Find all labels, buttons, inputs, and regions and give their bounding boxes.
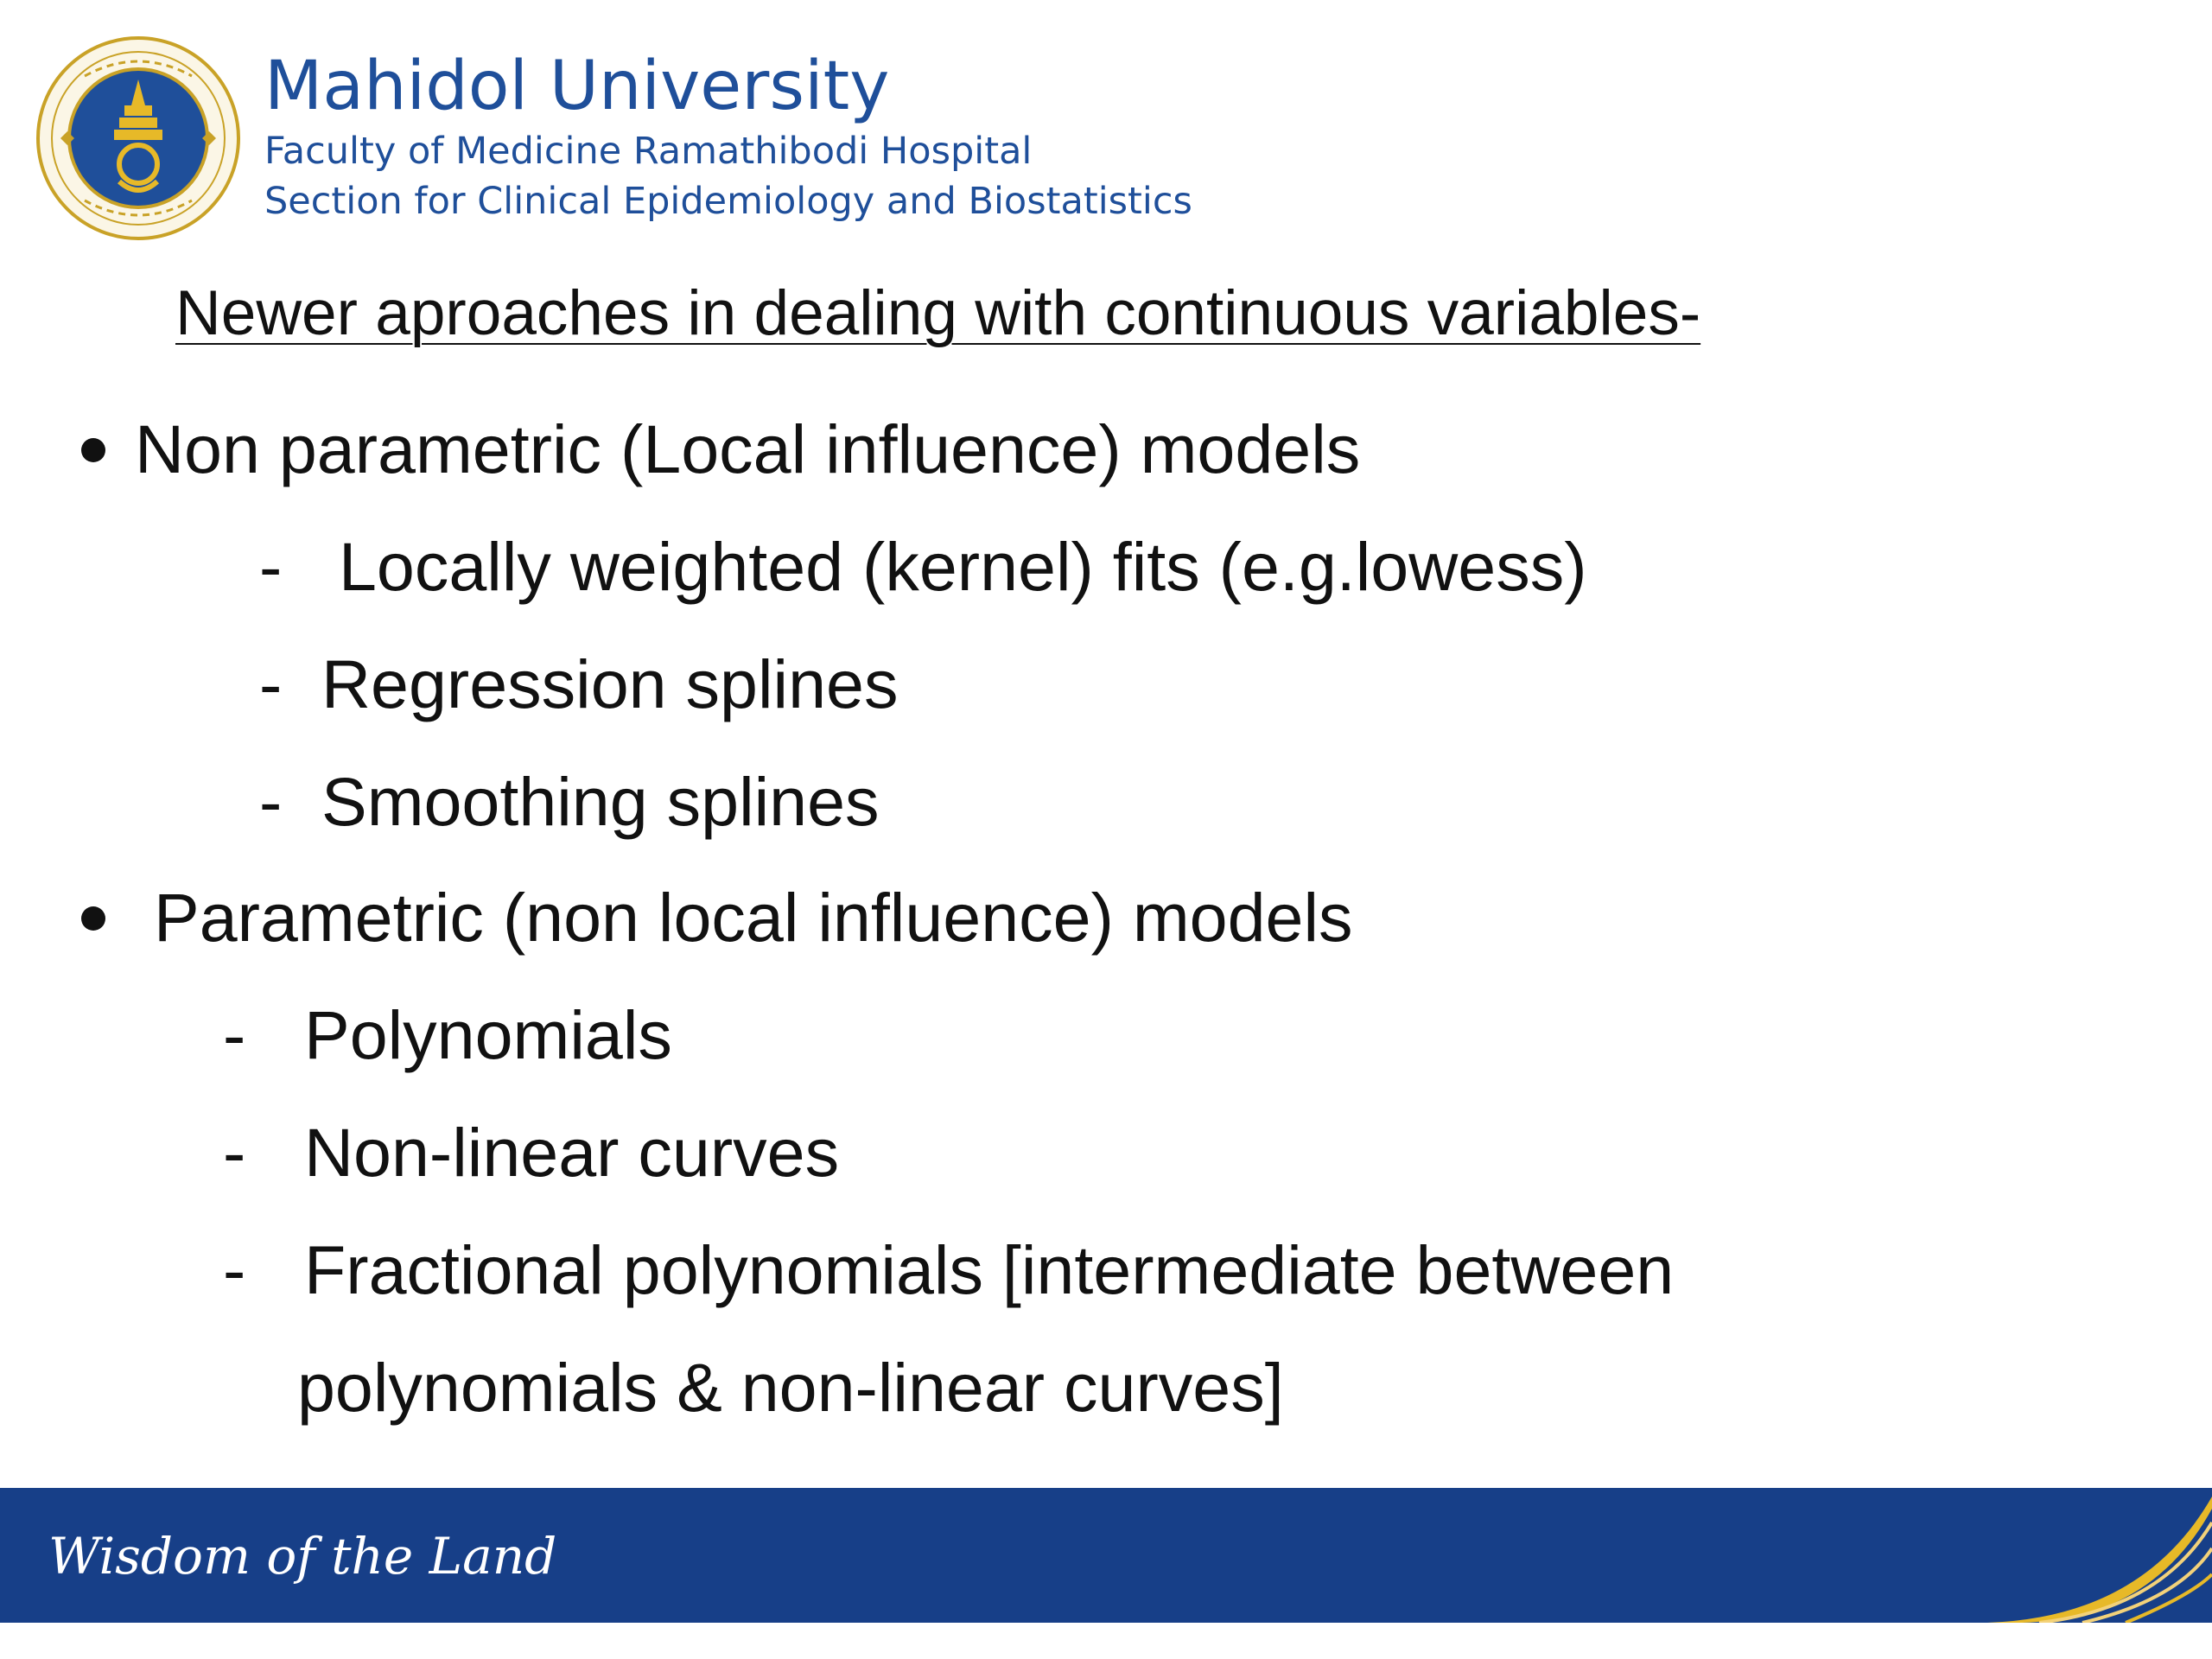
dash-marker: - [259,763,283,840]
sub-item: Fractional polynomials [intermediate between [304,1231,1675,1308]
dash-marker: - [223,1231,246,1308]
sub-item: Smoothing splines [321,763,880,840]
slide-title: Newer aproaches in dealing with continuous variables- [175,278,1701,348]
bullet-icon [81,906,105,931]
sub-item: Locally weighted (kernel) fits (e.g.lowess) [339,528,1587,605]
footer-motto: Wisdom of the Land [48,1527,557,1586]
dash-marker: - [259,528,283,605]
dash-marker: - [223,1114,246,1191]
bullet-item: Non parametric (Local influence) models [135,410,1361,487]
university-name: Mahidol University [264,48,890,125]
dash-marker: - [223,996,246,1073]
sub-item: Non-linear curves [304,1114,840,1191]
bullet-icon [81,438,105,462]
gold-swoosh-icon [1987,1488,2212,1623]
bullet-item: Parametric (non local influence) models [154,879,1353,956]
sub-item: Regression splines [321,645,899,722]
sub-item: Polynomials [304,996,672,1073]
section-name: Section for Clinical Epidemiology and Biostatistics [264,180,1192,223]
footer-bottom-strip [0,1623,2212,1659]
dash-marker: - [259,645,283,722]
sub-item-continuation: polynomials & non-linear curves] [297,1349,1284,1426]
faculty-name: Faculty of Medicine Ramathibodi Hospital [264,130,1033,173]
